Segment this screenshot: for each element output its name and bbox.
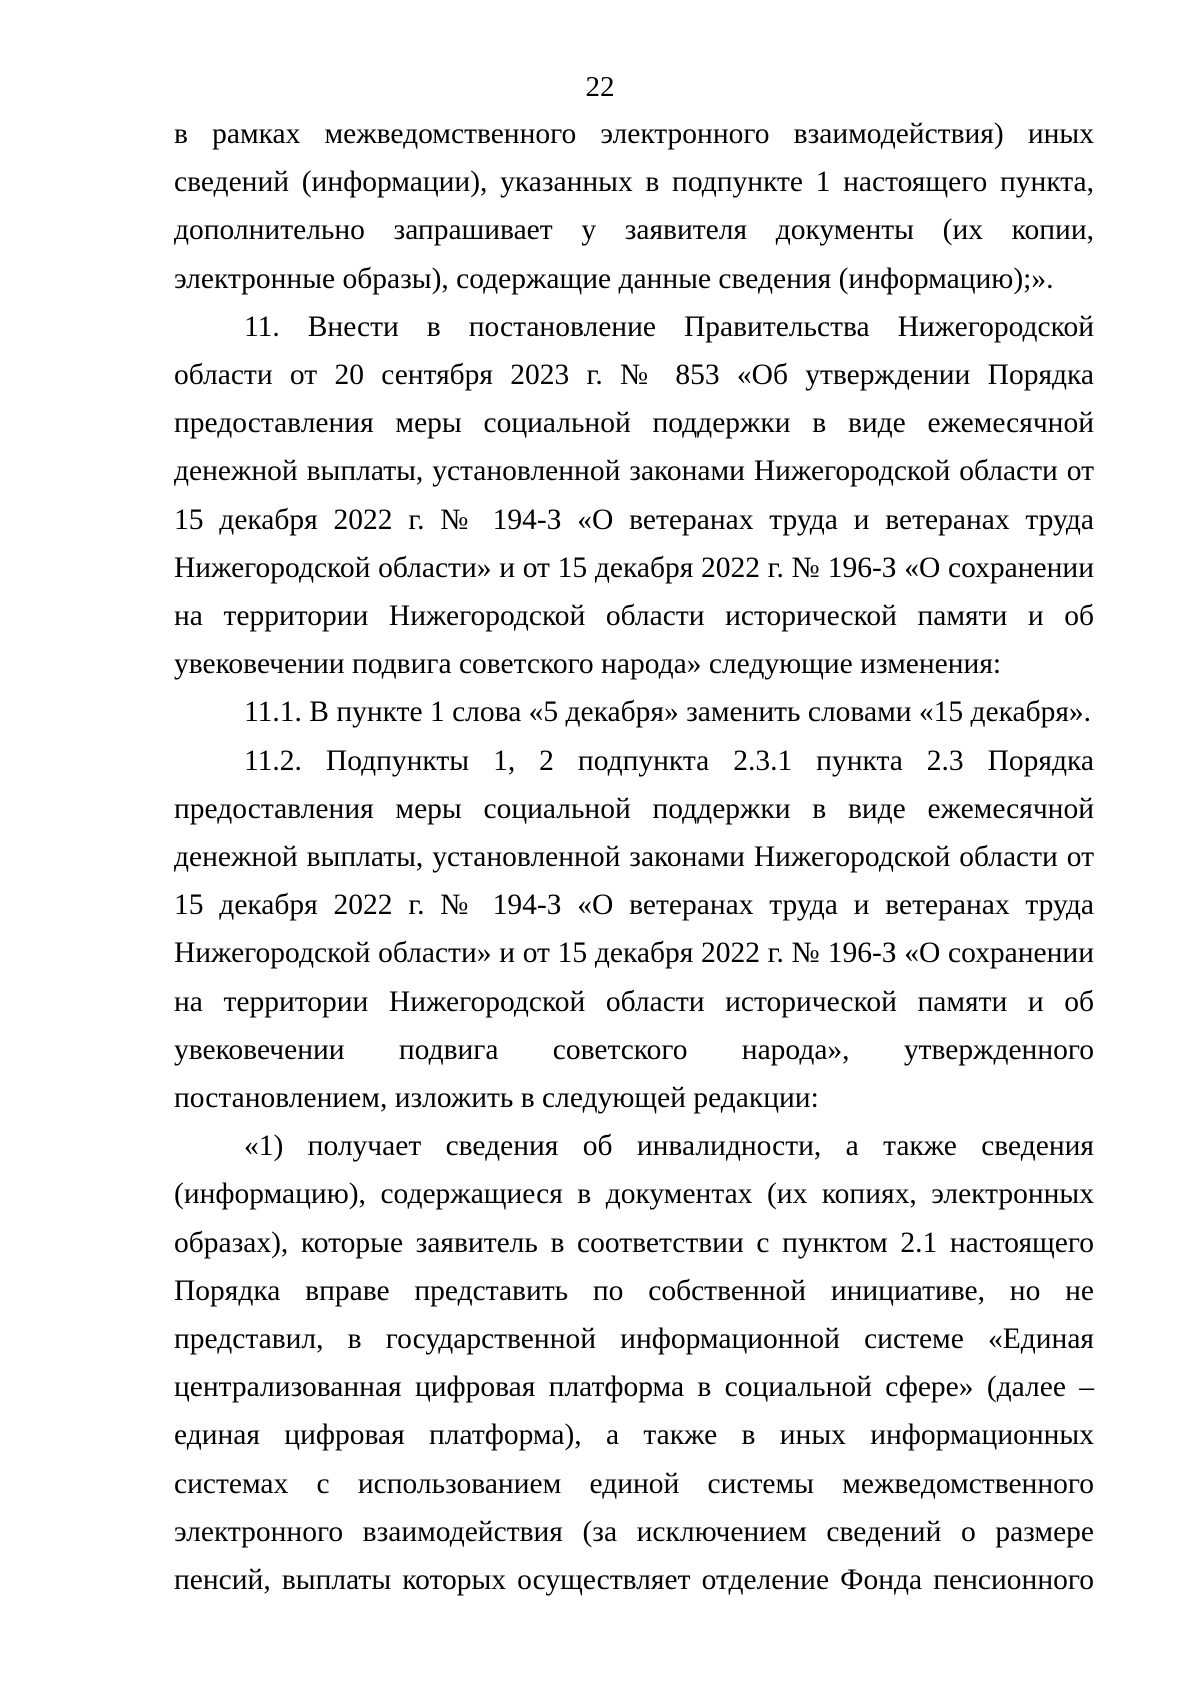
paragraph-item-11-1: 11.1. В пункте 1 слова «5 декабря» заменить словами «15 декабря». — [244, 696, 1092, 729]
paragraph-item-11: 11. Внести в постановление Правительства Нижегородской области от 20 сентября 2023 г. № 853 «Об утверждении Порядка предоставления меры социальной поддержки в виде ежемесячной денежной выплаты, установленной законами Нижегородской области от 15 декабря 2022 г. № 194-З «О ветеранах труда и ветеранах труда Нижегородской области» и от 15 декабря 2022 г. № 196-З «О сохранении на территории Нижегородской области исторической памяти и об увековечении подвига советского народа» следующие изменения: — [174, 310, 1094, 681]
page-number: 22 — [585, 71, 615, 103]
paragraph-quoted-subitem-1: «1) получает сведения об инвалидности, а также сведения (информацию), содержащиеся в документах (их копиях, электронных образах), которые заявитель в соответствии с пунктом 2.1 настоящего Порядка вправе представить по собственной инициативе, но не представил, в государственной информационной системе «Единая централизованная цифровая платформа в социальной сфере» (далее – единая цифровая платформа), а также в иных информационных системах с использованием единой системы межведомственного электронного взаимодействия (за исключением сведений о размере пенсий, выплаты которых осуществляет отделение Фонда пенсионного — [174, 1130, 1094, 1597]
paragraph-continuation: в рамках межведомственного электронного взаимодействия) иных сведений (информации), указанных в подпункте 1 настоящего пункта, дополнительно запрашивает у заявителя документы (их копии, электронные образы), содержащие данные сведения (информацию);». — [174, 118, 1094, 295]
body-text — [174, 110, 1094, 1604]
paragraph-item-11-2: 11.2. Подпункты 1, 2 подпункта 2.3.1 пункта 2.3 Порядка предоставления меры социальной поддержки в виде ежемесячной денежной выплаты, установленной законами Нижегородской области от 15 декабря 2022 г. № 194-З «О ветеранах труда и ветеранах труда Нижегородской области» и от 15 декабря 2022 г. № 196-З «О сохранении на территории Нижегородской области исторической памяти и об увековечении подвига советского народа», утвержденного постановлением, изложить в следующей редакции: — [174, 744, 1094, 1115]
